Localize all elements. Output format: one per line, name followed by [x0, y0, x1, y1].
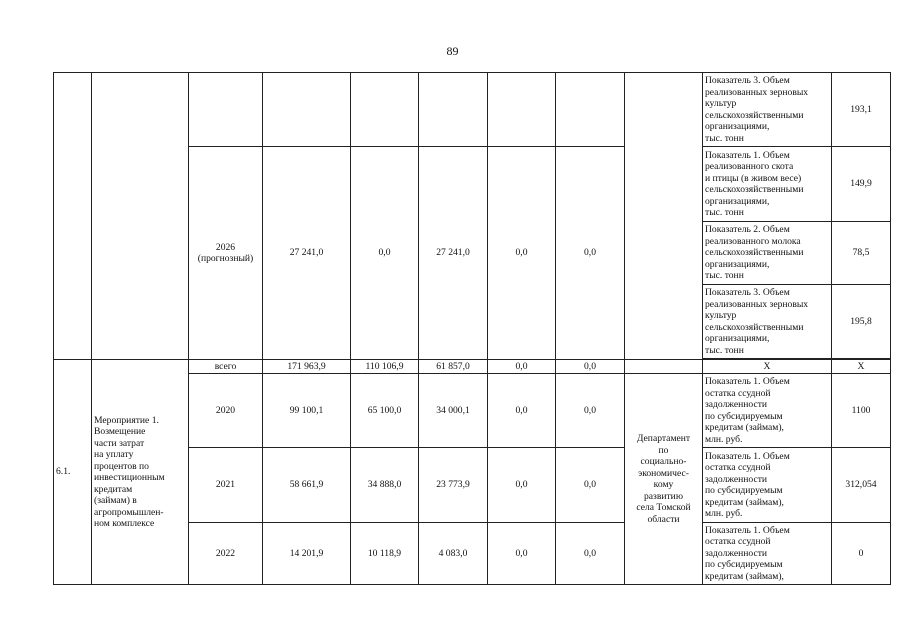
local-cell: 0,0	[488, 374, 556, 448]
year-cell: 2021	[189, 448, 263, 523]
regional-cell: 4 083,0	[419, 523, 488, 585]
total-cell: 27 241,0	[263, 147, 351, 360]
other-cell: 0,0	[556, 374, 625, 448]
indicator-cell: X	[703, 360, 832, 374]
total-cell	[263, 73, 351, 147]
federal-cell: 110 106,9	[351, 360, 419, 374]
federal-cell: 0,0	[351, 147, 419, 360]
regional-cell	[419, 73, 488, 147]
indicator-cell: Показатель 1. Объем реализованного скота и птицы (в живом весе) сельскохозяйственными организациями, тыс. тонн	[703, 147, 832, 222]
department-cell: Департамент по социально- экономичес- кому развитию села Томской области	[625, 374, 703, 585]
total-cell: 58 661,9	[263, 448, 351, 523]
indicator-value: 149,9	[832, 147, 891, 222]
indicator-cell: Показатель 2. Объем реализованного молока сельскохозяйственными организациями, тыс. тонн	[703, 222, 832, 285]
indicator-cell: Показатель 1. Объем остатка ссудной задолженности по субсидируемым кредитам (займам),	[703, 523, 832, 585]
local-cell	[488, 73, 556, 147]
indicator-value: 312,054	[832, 448, 891, 523]
regional-cell: 61 857,0	[419, 360, 488, 374]
indicator-value: X	[832, 360, 891, 374]
regional-cell: 34 000,1	[419, 374, 488, 448]
regional-cell: 23 773,9	[419, 448, 488, 523]
federal-cell	[351, 73, 419, 147]
federal-cell: 10 118,9	[351, 523, 419, 585]
row-number-cell	[54, 73, 92, 360]
year-cell: 2022	[189, 523, 263, 585]
measure-name-cell: Мероприятие 1. Возмещение части затрат на уплату процентов по инвестиционным кредитам (займам) в агропромышлен- ном комплексе	[92, 360, 189, 585]
indicator-value: 0	[832, 523, 891, 585]
federal-cell: 65 100,0	[351, 374, 419, 448]
total-cell: 14 201,9	[263, 523, 351, 585]
other-cell: 0,0	[556, 147, 625, 360]
other-cell: 0,0	[556, 360, 625, 374]
local-cell: 0,0	[488, 523, 556, 585]
other-cell	[556, 73, 625, 147]
federal-cell: 34 888,0	[351, 448, 419, 523]
indicator-cell: Показатель 3. Объем реализованных зерновых культур сельскохозяйственными организациями, тыс. тонн	[703, 73, 832, 147]
indicator-cell: Показатель 1. Объем остатка ссудной задолженности по субсидируемым кредитам (займам), млн. руб.	[703, 374, 832, 448]
indicator-value: 78,5	[832, 222, 891, 285]
table-row	[54, 360, 891, 374]
year-cell: 2020	[189, 374, 263, 448]
executor-cell	[625, 360, 703, 374]
total-cell: 99 100,1	[263, 374, 351, 448]
other-cell: 0,0	[556, 448, 625, 523]
year-cell: всего	[189, 360, 263, 374]
total-cell: 171 963,9	[263, 360, 351, 374]
measure-name-cell	[92, 73, 189, 360]
year-cell	[189, 73, 263, 147]
other-cell: 0,0	[556, 523, 625, 585]
regional-cell: 27 241,0	[419, 147, 488, 360]
indicator-value: 195,8	[832, 285, 891, 359]
indicator-value: 1100	[832, 374, 891, 448]
local-cell: 0,0	[488, 360, 556, 374]
indicator-cell: Показатель 1. Объем остатка ссудной задолженности по субсидируемым кредитам (займам), млн. руб.	[703, 448, 832, 523]
table-row	[54, 73, 891, 147]
indicator-cell: Показатель 3. Объем реализованных зерновых культур сельскохозяйственными организациями, тыс. тонн	[703, 285, 832, 359]
row-number-cell: 6.1.	[54, 360, 92, 585]
indicator-value: 193,1	[832, 73, 891, 147]
executor-cell	[625, 73, 703, 360]
program-table	[53, 72, 891, 585]
local-cell: 0,0	[488, 448, 556, 523]
page-number: 89	[446, 44, 459, 58]
year-cell: 2026 (прогнозный)	[189, 147, 263, 360]
local-cell: 0,0	[488, 147, 556, 360]
